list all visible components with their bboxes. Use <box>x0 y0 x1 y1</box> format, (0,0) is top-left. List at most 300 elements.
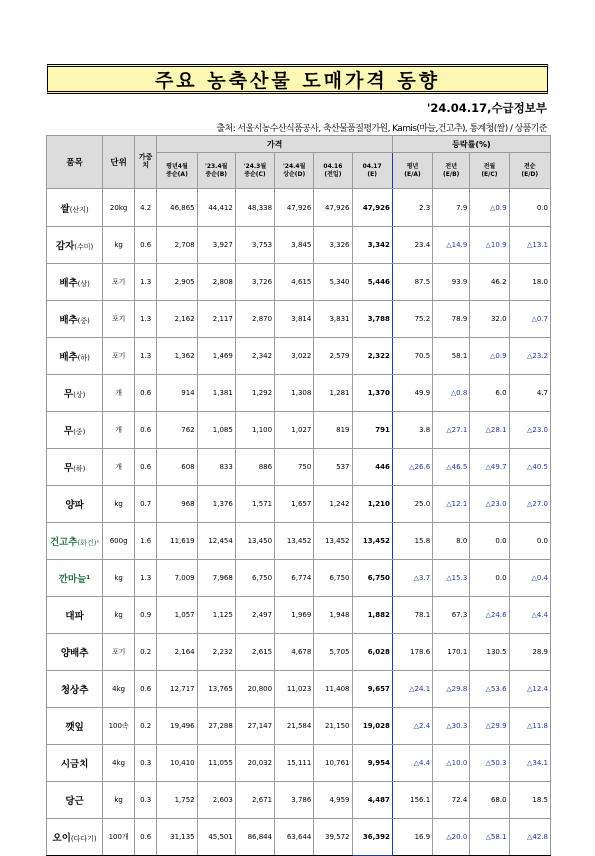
header-col-line1: 전순 <box>523 162 536 170</box>
cell-a: 11,619 <box>157 523 197 560</box>
item-name-main: 쌀 <box>60 203 70 215</box>
cell-ec: △23.0 <box>470 486 509 523</box>
item-name <box>47 745 103 782</box>
header-col-line1: '24.4월 <box>282 162 306 170</box>
cell-prev: 5,705 <box>314 634 352 671</box>
cell-d: 47,926 <box>275 189 314 227</box>
item-name-sub: (상) <box>73 391 86 399</box>
cell-prev: 4,959 <box>314 782 352 819</box>
cell-ed: 18.5 <box>509 782 550 819</box>
cell-e: 3,342 <box>352 227 392 264</box>
item-name-main: 배추 <box>59 315 78 326</box>
table-row <box>47 819 551 856</box>
item-name-main: 감자 <box>55 241 75 252</box>
cell-eb: △0.8 <box>433 375 470 412</box>
cell-c: 1,292 <box>235 375 274 412</box>
cell-b: 1,469 <box>197 338 235 375</box>
header-rate-group: 등락률(%) <box>392 136 550 153</box>
cell-prev: 6,750 <box>314 560 352 597</box>
cell-d: 1,027 <box>275 412 314 449</box>
cell-b: 12,454 <box>197 523 235 560</box>
cell-prev: 47,926 <box>314 189 352 227</box>
cell-ec: 46.2 <box>470 264 509 301</box>
table-row <box>47 486 551 523</box>
table-row <box>47 671 551 708</box>
table-row <box>47 745 551 782</box>
cell-ea: 2.3 <box>392 189 432 227</box>
item-weight: 1.3 <box>135 301 157 338</box>
cell-b: 13,765 <box>197 671 235 708</box>
cell-eb: △46.5 <box>433 449 470 486</box>
cell-ec: △10.9 <box>470 227 509 264</box>
cell-eb: 170.1 <box>433 634 470 671</box>
item-unit: 포기 <box>103 338 135 375</box>
header-weight: 가중치 <box>135 136 157 189</box>
item-unit: 100속 <box>103 708 135 745</box>
item-name-sub: (중) <box>73 428 86 436</box>
item-name-main: 양배추 <box>60 648 89 659</box>
cell-a: 1,057 <box>157 597 197 634</box>
item-weight: 1.3 <box>135 264 157 301</box>
cell-c: 20,032 <box>235 745 274 782</box>
item-name-sub: (하) <box>73 465 86 473</box>
header-col-line1: 04.16 <box>323 162 343 170</box>
cell-c: 27,147 <box>235 708 274 745</box>
cell-b: 833 <box>197 449 235 486</box>
item-weight: 0.9 <box>135 597 157 634</box>
cell-eb: △20.0 <box>433 819 470 856</box>
item-name <box>47 634 103 671</box>
header-col-line2: (E/B) <box>443 170 460 178</box>
item-weight: 0.6 <box>135 375 157 412</box>
header-col-line2: (E/A) <box>404 170 421 178</box>
cell-prev: 537 <box>314 449 352 486</box>
cell-c: 1,571 <box>235 486 274 523</box>
cell-a: 2,164 <box>157 634 197 671</box>
header-col-line2: (전일) <box>324 170 342 178</box>
item-name-sub: (하) <box>77 354 90 362</box>
cell-eb: 58.1 <box>433 338 470 375</box>
cell-a: 914 <box>157 375 197 412</box>
cell-prev: 3,831 <box>314 301 352 338</box>
cell-e: 13,452 <box>352 523 392 560</box>
item-name-sub: (산지) <box>69 205 89 214</box>
item-name <box>47 412 103 449</box>
item-weight: 0.6 <box>135 449 157 486</box>
cell-eb: △27.1 <box>433 412 470 449</box>
table-row <box>47 597 551 634</box>
header-col-line1: 04.17 <box>362 162 382 170</box>
cell-prev: 1,281 <box>314 375 352 412</box>
cell-a: 31,135 <box>157 819 197 856</box>
table-row <box>47 523 551 560</box>
header-col-line1: '23.4월 <box>205 162 228 170</box>
table-row <box>47 338 551 375</box>
cell-ea: 25.0 <box>392 486 432 523</box>
cell-d: 13,452 <box>275 523 314 560</box>
cell-e: 6,028 <box>352 634 392 671</box>
cell-b: 45,501 <box>197 819 235 856</box>
cell-e: 9,954 <box>352 745 392 782</box>
item-unit: 20kg <box>103 189 135 227</box>
cell-ec: 68.0 <box>470 782 509 819</box>
cell-d: 4,678 <box>275 634 314 671</box>
cell-e: 47,926 <box>352 189 392 227</box>
cell-b: 7,968 <box>197 560 235 597</box>
cell-eb: △30.3 <box>433 708 470 745</box>
cell-e: 1,210 <box>352 486 392 523</box>
cell-ed: 0.0 <box>509 189 550 227</box>
header-col-line2: (E/D) <box>521 170 539 178</box>
cell-c: 1,100 <box>235 412 274 449</box>
cell-d: 3,786 <box>275 782 314 819</box>
cell-ec: △28.1 <box>470 412 509 449</box>
item-name-main: 배추 <box>59 352 78 363</box>
cell-a: 7,009 <box>157 560 197 597</box>
header-col-line1: 평년4월 <box>166 162 188 170</box>
table-row <box>47 634 551 671</box>
cell-prev: 1,948 <box>314 597 352 634</box>
cell-e: 791 <box>352 412 392 449</box>
item-name-sub: (화건)¹ <box>77 539 100 547</box>
item-name-main: 무 <box>63 463 74 474</box>
cell-ea: △26.6 <box>392 449 432 486</box>
item-unit: 4kg <box>103 671 135 708</box>
cell-b: 2,117 <box>197 301 235 338</box>
cell-prev: 1,242 <box>314 486 352 523</box>
cell-e: 446 <box>352 449 392 486</box>
header-col-line1: 전년 <box>445 162 458 170</box>
item-weight: 0.6 <box>135 412 157 449</box>
cell-ed: △23.2 <box>509 338 550 375</box>
cell-ed: △23.0 <box>509 412 550 449</box>
cell-a: 12,717 <box>157 671 197 708</box>
header-col-line2: 중순(A) <box>166 170 188 178</box>
header-col-line2: 중순(B) <box>205 170 228 178</box>
item-name <box>47 782 103 819</box>
item-name-main: 양파 <box>65 500 84 511</box>
item-name <box>47 301 103 338</box>
cell-a: 46,865 <box>157 189 197 227</box>
item-name <box>47 708 103 745</box>
cell-eb: △10.0 <box>433 745 470 782</box>
item-unit: 4kg <box>103 745 135 782</box>
cell-eb: △14.9 <box>433 227 470 264</box>
cell-d: 6,774 <box>275 560 314 597</box>
header-col-4 <box>314 153 352 189</box>
item-name <box>47 227 103 264</box>
cell-ea: 49.9 <box>392 375 432 412</box>
cell-b: 27,288 <box>197 708 235 745</box>
item-name <box>47 449 103 486</box>
cell-a: 10,410 <box>157 745 197 782</box>
header-col-0 <box>157 153 197 189</box>
item-name-sub: (수미) <box>74 243 94 251</box>
cell-a: 762 <box>157 412 197 449</box>
cell-c: 48,338 <box>235 189 274 227</box>
table-row <box>47 449 551 486</box>
cell-d: 4,615 <box>275 264 314 301</box>
item-name-sub: (중) <box>77 317 90 325</box>
cell-d: 3,845 <box>275 227 314 264</box>
cell-ea: △4.4 <box>392 745 432 782</box>
cell-d: 15,111 <box>275 745 314 782</box>
table-row <box>47 375 551 412</box>
cell-prev: 819 <box>314 412 352 449</box>
cell-c: 13,450 <box>235 523 274 560</box>
cell-ed: △13.1 <box>509 227 550 264</box>
cell-ea: △2.4 <box>392 708 432 745</box>
header-col-5 <box>352 153 392 189</box>
cell-c: 2,497 <box>235 597 274 634</box>
cell-ec: △49.7 <box>470 449 509 486</box>
cell-eb: 72.4 <box>433 782 470 819</box>
cell-ec: △53.6 <box>470 671 509 708</box>
item-unit: kg <box>103 560 135 597</box>
cell-ed: 4.7 <box>509 375 550 412</box>
item-unit: kg <box>103 597 135 634</box>
item-name <box>47 560 103 597</box>
item-name <box>47 486 103 523</box>
cell-c: 2,615 <box>235 634 274 671</box>
cell-ec: △50.3 <box>470 745 509 782</box>
header-col-9 <box>509 153 550 189</box>
cell-ea: 178.6 <box>392 634 432 671</box>
item-name-main: 오이 <box>52 833 71 844</box>
cell-e: 5,446 <box>352 264 392 301</box>
cell-ed: 18.0 <box>509 264 550 301</box>
cell-ec: 32.0 <box>470 301 509 338</box>
table-row <box>47 560 551 597</box>
cell-d: 1,969 <box>275 597 314 634</box>
cell-eb: △12.1 <box>433 486 470 523</box>
cell-c: 20,800 <box>235 671 274 708</box>
item-name <box>47 819 103 856</box>
item-weight: 0.7 <box>135 486 157 523</box>
cell-e: 2,322 <box>352 338 392 375</box>
cell-a: 1,362 <box>157 338 197 375</box>
cell-ed: △34.1 <box>509 745 550 782</box>
cell-b: 11,055 <box>197 745 235 782</box>
cell-a: 2,162 <box>157 301 197 338</box>
item-name-main: 무 <box>63 426 74 437</box>
cell-b: 44,412 <box>197 189 235 227</box>
cell-a: 2,708 <box>157 227 197 264</box>
header-price-group: 가격 <box>157 136 393 153</box>
cell-b: 1,125 <box>197 597 235 634</box>
header-col-line1: 평년 <box>406 162 419 170</box>
header-col-1 <box>197 153 235 189</box>
cell-a: 968 <box>157 486 197 523</box>
item-weight: 0.3 <box>135 745 157 782</box>
item-unit: 포기 <box>103 634 135 671</box>
cell-ea: 23.4 <box>392 227 432 264</box>
table-row <box>47 189 551 227</box>
cell-a: 1,752 <box>157 782 197 819</box>
cell-ed: △42.8 <box>509 819 550 856</box>
cell-e: 6,750 <box>352 560 392 597</box>
item-name-main: 시금치 <box>60 759 89 770</box>
cell-eb: △29.8 <box>433 671 470 708</box>
cell-c: 886 <box>235 449 274 486</box>
cell-a: 2,905 <box>157 264 197 301</box>
item-unit: 포기 <box>103 301 135 338</box>
cell-c: 2,671 <box>235 782 274 819</box>
cell-ea: 87.5 <box>392 264 432 301</box>
item-name-main: 건고추 <box>49 537 78 548</box>
item-unit: 개 <box>103 412 135 449</box>
cell-prev: 39,572 <box>314 819 352 856</box>
cell-ec: 0.0 <box>470 560 509 597</box>
item-name-main: 깻잎 <box>65 722 84 733</box>
price-table <box>46 135 551 856</box>
cell-ed: △11.8 <box>509 708 550 745</box>
cell-b: 2,232 <box>197 634 235 671</box>
table-row <box>47 782 551 819</box>
cell-d: 3,022 <box>275 338 314 375</box>
item-name <box>47 338 103 375</box>
cell-ed: △40.5 <box>509 449 550 486</box>
item-weight: 0.6 <box>135 819 157 856</box>
cell-ec: △58.1 <box>470 819 509 856</box>
cell-ea: △24.1 <box>392 671 432 708</box>
item-name-sub: (다다기) <box>70 835 97 843</box>
cell-ed: △12.4 <box>509 671 550 708</box>
item-unit: 600g <box>103 523 135 560</box>
cell-prev: 21,150 <box>314 708 352 745</box>
cell-prev: 11,408 <box>314 671 352 708</box>
header-col-line2: 상순(D) <box>283 170 306 178</box>
cell-ed: △0.7 <box>509 301 550 338</box>
cell-eb: 78.9 <box>433 301 470 338</box>
cell-d: 21,584 <box>275 708 314 745</box>
item-weight: 1.3 <box>135 560 157 597</box>
cell-ea: 3.8 <box>392 412 432 449</box>
page-title: 주요 농축산물 도매가격 동향 <box>154 69 441 92</box>
cell-b: 1,085 <box>197 412 235 449</box>
item-name <box>47 523 103 560</box>
cell-ed: △27.0 <box>509 486 550 523</box>
cell-c: 3,753 <box>235 227 274 264</box>
cell-d: 11,023 <box>275 671 314 708</box>
cell-prev: 3,326 <box>314 227 352 264</box>
cell-d: 1,308 <box>275 375 314 412</box>
item-weight: 4.2 <box>135 189 157 227</box>
cell-e: 36,392 <box>352 819 392 856</box>
header-col-3 <box>275 153 314 189</box>
cell-ed: 0.0 <box>509 523 550 560</box>
header-col-line2: (E) <box>367 170 377 178</box>
cell-c: 2,870 <box>235 301 274 338</box>
cell-ea: 75.2 <box>392 301 432 338</box>
cell-b: 1,381 <box>197 375 235 412</box>
table-row <box>47 227 551 264</box>
item-unit: 개 <box>103 449 135 486</box>
item-name <box>47 189 103 227</box>
cell-ec: 0.0 <box>470 523 509 560</box>
item-name <box>47 375 103 412</box>
cell-d: 1,657 <box>275 486 314 523</box>
cell-ed: △4.4 <box>509 597 550 634</box>
item-name-main: 깐마늘¹ <box>58 574 91 585</box>
cell-b: 1,376 <box>197 486 235 523</box>
item-name-main: 대파 <box>65 611 84 622</box>
item-weight: 0.2 <box>135 708 157 745</box>
cell-ea: 78.1 <box>392 597 432 634</box>
cell-prev: 10,761 <box>314 745 352 782</box>
cell-b: 2,603 <box>197 782 235 819</box>
table-row <box>47 708 551 745</box>
header-col-line1: '24.3월 <box>243 162 267 170</box>
header-item: 품목 <box>47 136 103 189</box>
cell-c: 2,342 <box>235 338 274 375</box>
cell-b: 3,927 <box>197 227 235 264</box>
table-row <box>47 412 551 449</box>
cell-eb: 93.9 <box>433 264 470 301</box>
cell-ea: 70.5 <box>392 338 432 375</box>
item-name <box>47 264 103 301</box>
cell-ed: △0.4 <box>509 560 550 597</box>
cell-e: 19,028 <box>352 708 392 745</box>
cell-c: 3,726 <box>235 264 274 301</box>
cell-ea: 16.9 <box>392 819 432 856</box>
item-name-main: 배추 <box>59 278 78 289</box>
cell-ec: △29.9 <box>470 708 509 745</box>
item-weight: 1.6 <box>135 523 157 560</box>
cell-eb: △15.3 <box>433 560 470 597</box>
cell-e: 3,788 <box>352 301 392 338</box>
item-weight: 0.3 <box>135 782 157 819</box>
item-unit: kg <box>103 227 135 264</box>
cell-prev: 13,452 <box>314 523 352 560</box>
report-date: '24.04.17,수급정보부 <box>426 101 547 115</box>
cell-ec: △0.9 <box>470 189 509 227</box>
item-weight: 0.2 <box>135 634 157 671</box>
cell-c: 6,750 <box>235 560 274 597</box>
cell-e: 9,657 <box>352 671 392 708</box>
cell-ec: 6.0 <box>470 375 509 412</box>
cell-prev: 2,579 <box>314 338 352 375</box>
item-weight: 0.6 <box>135 671 157 708</box>
cell-ea: △3.7 <box>392 560 432 597</box>
cell-d: 750 <box>275 449 314 486</box>
cell-b: 2,808 <box>197 264 235 301</box>
cell-ec: △0.9 <box>470 338 509 375</box>
header-col-line2: (E/C) <box>481 170 498 178</box>
table-row <box>47 264 551 301</box>
cell-ec: △24.6 <box>470 597 509 634</box>
cell-eb: 8.0 <box>433 523 470 560</box>
item-unit: 100개 <box>103 819 135 856</box>
cell-prev: 5,340 <box>314 264 352 301</box>
header-col-6 <box>392 153 432 189</box>
item-weight: 1.3 <box>135 338 157 375</box>
item-name-main: 무 <box>63 389 74 400</box>
header-col-line1: 전월 <box>483 162 496 170</box>
item-name-main: 당근 <box>65 796 84 807</box>
cell-a: 608 <box>157 449 197 486</box>
item-unit: kg <box>103 486 135 523</box>
header-col-7 <box>433 153 470 189</box>
title-banner <box>47 64 548 94</box>
cell-d: 63,644 <box>275 819 314 856</box>
header-col-8 <box>470 153 509 189</box>
cell-d: 3,814 <box>275 301 314 338</box>
cell-e: 1,882 <box>352 597 392 634</box>
cell-e: 1,370 <box>352 375 392 412</box>
item-weight: 0.6 <box>135 227 157 264</box>
item-unit: kg <box>103 782 135 819</box>
